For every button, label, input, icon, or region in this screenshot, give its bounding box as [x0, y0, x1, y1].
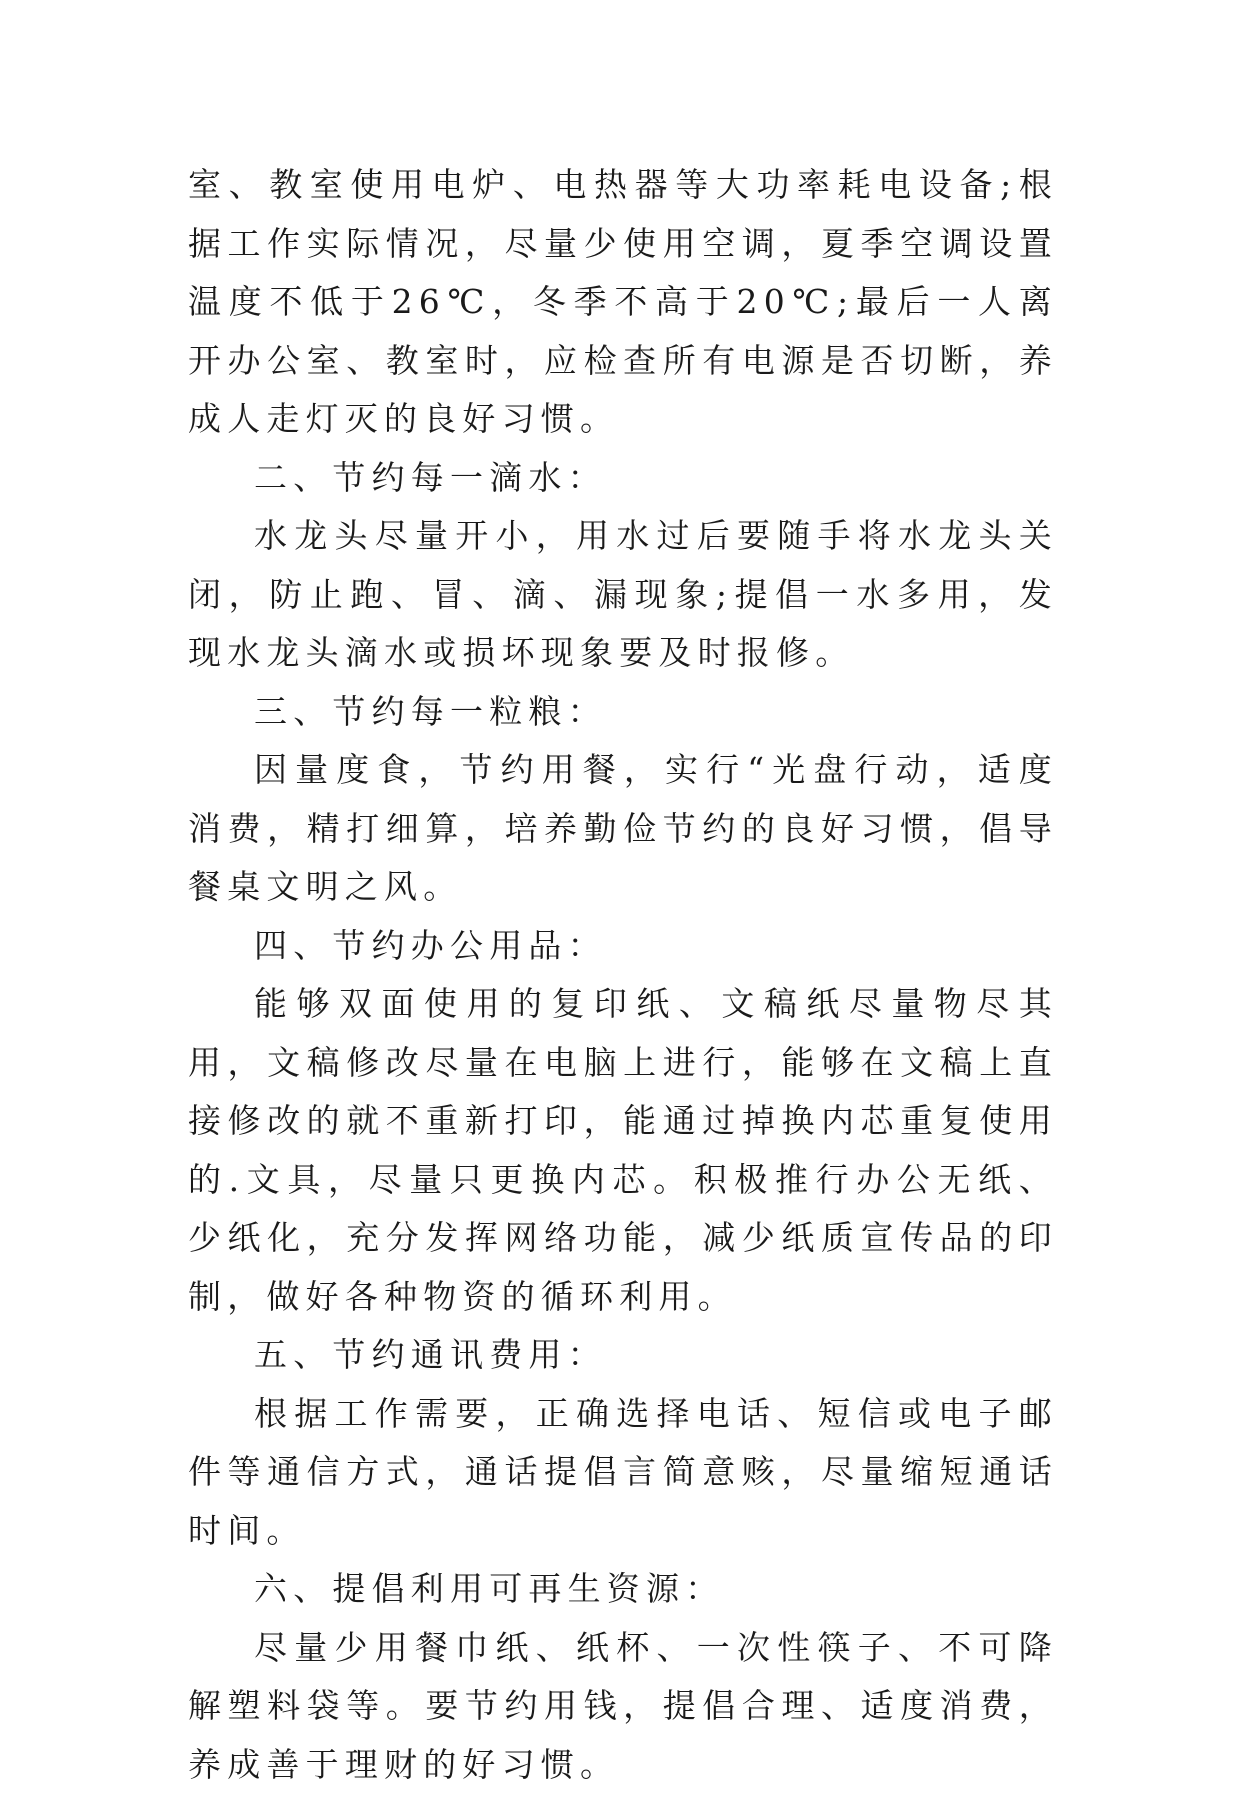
heading-renewable-resources: 六、提倡利用可再生资源：: [188, 1560, 1058, 1619]
heading-save-communication: 五、节约通讯费用：: [188, 1326, 1058, 1385]
paragraph-save-food: 因量度食，节约用餐，实行“光盘行动，适度消费，精打细算，培养勤俭节约的良好习惯，倡导餐桌文明之风。: [188, 741, 1058, 917]
document-body: [188, 156, 1058, 1794]
heading-save-water: 二、节约每一滴水：: [188, 449, 1058, 508]
paragraph-save-office-supplies: 能够双面使用的复印纸、文稿纸尽量物尽其用，文稿修改尽量在电脑上进行，能够在文稿上直接修改的就不重新打印，能通过掉换内芯重复使用的.文具，尽量只更换内芯。积极推行办公无纸、少纸化，充分发挥网络功能，减少纸质宣传品的印制，做好各种物资的循环利用。: [188, 975, 1058, 1326]
paragraph-save-water: 水龙头尽量开小，用水过后要随手将水龙头关闭，防止跑、冒、滴、漏现象;提倡一水多用，发现水龙头滴水或损坏现象要及时报修。: [188, 507, 1058, 683]
heading-save-office-supplies: 四、节约办公用品：: [188, 917, 1058, 976]
heading-save-food: 三、节约每一粒粮：: [188, 683, 1058, 742]
paragraph-save-communication: 根据工作需要，正确选择电话、短信或电子邮件等通信方式，通话提倡言简意赅，尽量缩短通话时间。: [188, 1385, 1058, 1561]
paragraph-renewable-resources: 尽量少用餐巾纸、纸杯、一次性筷子、不可降解塑料袋等。要节约用钱，提倡合理、适度消费，养成善于理财的好习惯。: [188, 1619, 1058, 1794]
paragraph-electricity-continued: 室、教室使用电炉、电热器等大功率耗电设备;根据工作实际情况，尽量少使用空调，夏季空调设置温度不低于26℃，冬季不高于20℃;最后一人离开办公室、教室时，应检查所有电源是否切断，养成人走灯灭的良好习惯。: [188, 156, 1058, 449]
